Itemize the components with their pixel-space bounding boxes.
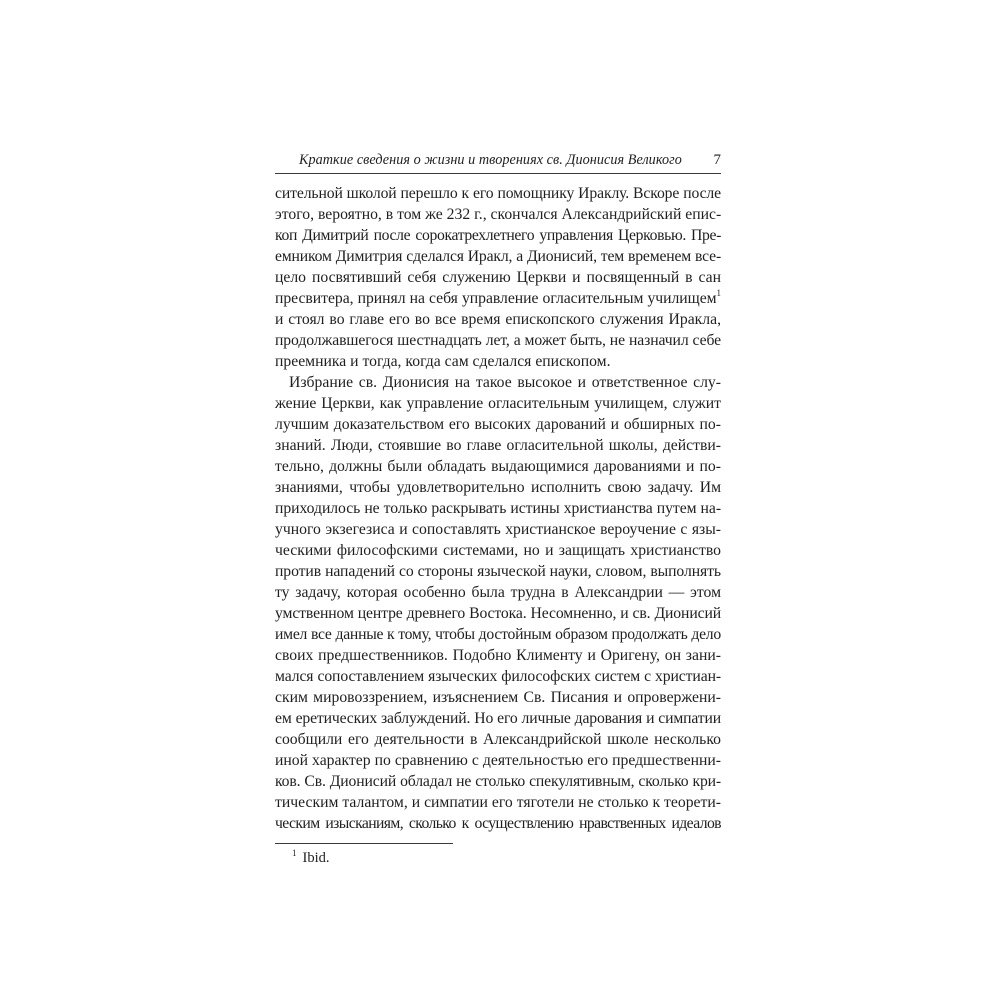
text-line: сительной школой перешло к его помощнику Ираклу. Вскоре после <box>275 185 721 202</box>
running-head <box>275 147 721 174</box>
body-text <box>275 183 721 834</box>
text-line: лучшим доказательством его высоких дарований и обширных по- <box>275 416 721 433</box>
text-line: учного экзегезиса и сопоставлять христианское вероучение с язы- <box>275 521 721 538</box>
page-number: 7 <box>713 152 721 168</box>
text-line: иной характер по сравнению с деятельностью его предшественни- <box>275 752 721 769</box>
text-line: ческим изысканиям, сколько к осуществлению нравственных идеалов <box>275 815 721 832</box>
footnote-text: Ibid. <box>302 850 330 866</box>
text-line: сообщили его деятельности в Александрийской школе несколько <box>275 731 721 748</box>
footnote-number: 1 <box>292 848 297 858</box>
text-line: умственном центре древнего Востока. Несомненно, и св. Дионисий <box>275 605 721 622</box>
text-line: тельно, должны были обладать выдающимися дарованиями и по- <box>275 458 721 475</box>
paragraph-2 <box>275 372 721 834</box>
text-line: и стоял во главе его во все время епископского служения Иракла, <box>275 311 721 328</box>
text-line: ков. Св. Дионисий обладал не столько спекулятивным, сколько кри- <box>275 773 721 790</box>
text-line: ским мировоззрением, изъяснением Св. Писания и опровержени- <box>275 689 721 706</box>
text-line: жение Церкви, как управление огласительным училищем, служит <box>275 395 721 412</box>
text-line: имел все данные к тому, чтобы достойным образом продолжать дело <box>275 626 721 643</box>
text-line: преемника и тогда, когда сам сделался епископом. <box>275 353 611 370</box>
text-line: Избрание св. Дионисия на такое высокое и ответственное слу- <box>289 374 721 391</box>
text-line: коп Димитрий после сорокатрехлетнего управления Церковью. Пре- <box>275 227 721 244</box>
text-line: знаний. Люди, стоявшие во главе огласительной школы, действи- <box>275 437 721 454</box>
footnote <box>275 849 721 867</box>
text-line: емником Димитрия сделался Иракл, а Дионисий, тем временем все- <box>275 248 721 265</box>
text-line: продолжавшегося шестнадцать лет, а может быть, не назначил себе <box>275 332 721 349</box>
paragraph-1 <box>275 183 721 372</box>
text-line: ту задачу, которая особенно была трудна в Александрии — этом <box>275 584 721 601</box>
text-line-content: пресвитера, принял на себя управление огласительным училищем <box>275 290 717 307</box>
text-line <box>275 288 721 309</box>
text-line: своих предшественников. Подобно Клименту и Оригену, он зани- <box>275 647 721 664</box>
text-line: против нападений со стороны языческой науки, словом, выполнять <box>275 563 721 580</box>
text-line: ческими философскими системами, но и защищать христианство <box>275 542 721 559</box>
text-line: цело посвятивший себя служению Церкви и посвященный в сан <box>275 269 721 286</box>
running-head-title: Краткие сведения о жизни и творениях св. Дионисия Великого <box>299 152 682 168</box>
footnote-divider <box>275 843 453 844</box>
text-line: знаниями, чтобы удовлетворительно исполнить свою задачу. Им <box>275 479 721 496</box>
text-line: этого, вероятно, в том же 232 г., скончался Александрийский епис- <box>275 206 722 223</box>
text-line: мался сопоставлением языческих философских систем с христиан- <box>275 668 721 685</box>
text-line: приходилось не только раскрывать истины христианства путем на- <box>275 500 721 517</box>
footnote-reference: 1 <box>716 288 721 298</box>
text-line: ем еретических заблуждений. Но его личные дарования и симпатии <box>275 710 721 727</box>
book-page <box>275 147 721 867</box>
text-line: тическим талантом, и симпатии его тяготели не столько к теорети- <box>275 794 721 811</box>
